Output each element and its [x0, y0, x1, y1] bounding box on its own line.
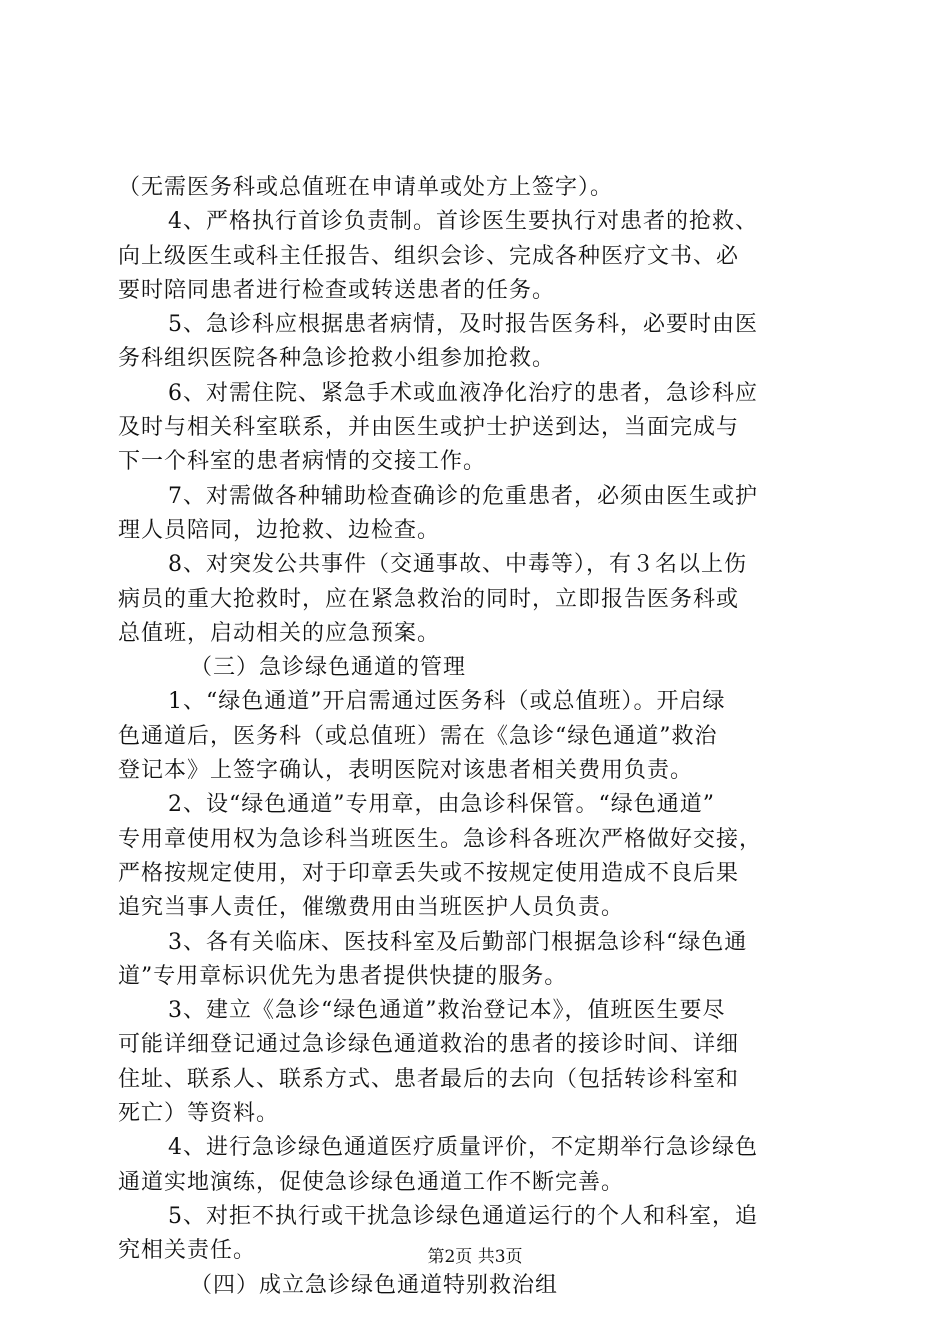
- text-line: 下一个科室的患者病情的交接工作。: [118, 449, 487, 475]
- text-line: 总值班，启动相关的应急预案。: [118, 620, 441, 646]
- page-number-footer: 第2页 共3页: [427, 1247, 523, 1267]
- document-body: [118, 171, 838, 1303]
- section-heading: （三）急诊绿色通道的管理: [190, 655, 467, 681]
- text-line: 3、各有关临床、医技科室及后勤部门根据急诊科“绿色通: [168, 929, 748, 955]
- text-line: 专用章使用权为急诊科当班医生。急诊科各班次严格做好交接，: [118, 826, 763, 852]
- text-line: 4、严格执行首诊负责制。首诊医生要执行对患者的抢救、: [168, 209, 758, 235]
- text-line: 要时陪同患者进行检查或转送患者的任务。: [118, 277, 556, 303]
- text-line: 病员的重大抢救时，应在紧急救治的同时，立即报告医务科或: [118, 586, 740, 612]
- text-line: 5、急诊科应根据患者病情，及时报告医务科，必要时由医: [168, 312, 758, 338]
- text-line: 8、对突发公共事件（交通事故、中毒等），有３名以上伤: [168, 552, 747, 578]
- text-line: 死亡）等资料。: [118, 1101, 280, 1127]
- text-line: 色通道后，医务科（或总值班）需在《急诊“绿色通道”救治: [118, 723, 718, 749]
- text-line: 务科组织医院各种急诊抢救小组参加抢救。: [118, 346, 556, 372]
- text-line: 究相关责任。: [118, 1238, 257, 1264]
- text-line: 向上级医生或科主任报告、组织会诊、完成各种医疗文书、必: [118, 243, 740, 269]
- text-line: 住址、联系人、联系方式、患者最后的去向（包括转诊科室和: [118, 1066, 740, 1092]
- text-line: 通道实地演练，促使急诊绿色通道工作不断完善。: [118, 1169, 625, 1195]
- text-line: （无需医务科或总值班在申请单或处方上签字）。: [118, 175, 614, 200]
- text-line: 2、设“绿色通道”专用章，由急诊科保管。“绿色通道”: [168, 792, 715, 818]
- text-line: 1、“绿色通道”开启需通过医务科（或总值班）。开启绿: [168, 689, 726, 715]
- text-line: 追究当事人责任，催缴费用由当班医护人员负责。: [118, 895, 625, 921]
- text-line: 7、对需做各种辅助检查确诊的危重患者，必须由医生或护: [168, 483, 758, 509]
- text-line: 理人员陪同，边抢救、边检查。: [118, 517, 441, 543]
- text-line: 4、进行急诊绿色通道医疗质量评价，不定期举行急诊绿色: [168, 1135, 758, 1161]
- text-line: 6、对需住院、紧急手术或血液净化治疗的患者，急诊科应: [168, 380, 758, 406]
- section-heading: （四）成立急诊绿色通道特别救治组: [190, 1272, 559, 1298]
- text-line: 登记本》上签字确认，表明医院对该患者相关费用负责。: [118, 758, 694, 784]
- text-line: 及时与相关科室联系，并由医生或护士护送到达，当面完成与: [118, 415, 740, 441]
- text-line: 5、对拒不执行或干扰急诊绿色通道运行的个人和科室，追: [168, 1203, 758, 1229]
- text-line: 3、建立《急诊“绿色通道”救治登记本》，值班医生要尽: [168, 998, 726, 1024]
- text-line: 道”专用章标识优先为患者提供快捷的服务。: [118, 963, 568, 989]
- text-line: 严格按规定使用，对于印章丢失或不按规定使用造成不良后果: [118, 860, 740, 886]
- text-line: 可能详细登记通过急诊绿色通道救治的患者的接诊时间、详细: [118, 1032, 740, 1058]
